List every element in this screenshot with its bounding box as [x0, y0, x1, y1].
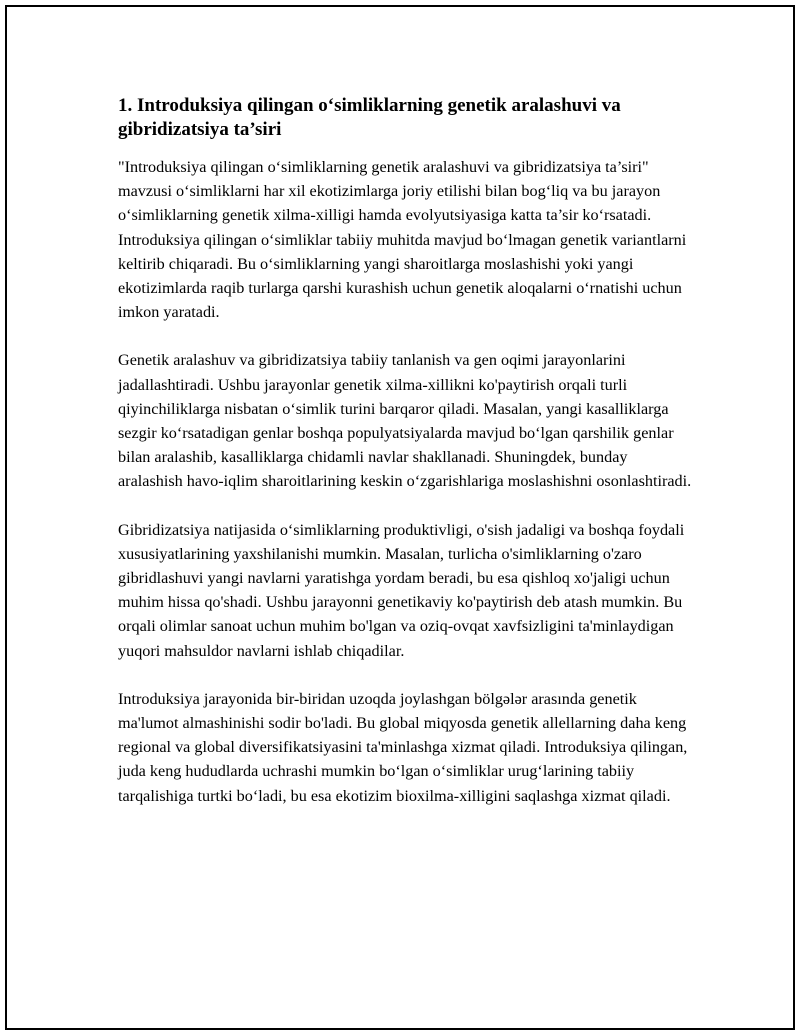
section-title: 1. Introduksiya qilingan o‘simliklarning genetik aralashuvi va gibridizatsiya ta’siri — [118, 95, 621, 140]
paragraph-2: Genetik aralashuv va gibridizatsiya tabiiy tanlanish va gen oqimi jarayonlarini jadallashtiradi. Ushbu jarayonlar genetik xilma-xillikni ko'paytirish orqali turli qiyinchiliklarga nisbatan o‘simlik turini barqaror qiladi. Masalan, yangi kasalliklarga sezgir ko‘rsatadigan genlar boshqa populyatsiyalarda mavjud bo‘lgan qarshilik genlar bilan aralashib, kasalliklarga chidamli navlar shakllanadi. Shuningdek, bunday aralashish havo-iqlim sharoitlarining keskin o‘zgarishlariga moslashishni osonlashtiradi. — [118, 351, 692, 491]
paragraph-4: Introduksiya jarayonida bir-biridan uzoqda joylashgan bölgələr arasında genetik ma'lumot almashinishi sodir bo'ladi. Bu global miqyosda genetik allellarning daha keng regional va global diversifikatsiyasini ta'minlashga xizmat qiladi. Introduksiya qilingan, juda keng hududlarda uchrashi mumkin bo‘lgan o‘simliklar urug‘larining tabiiy tarqalishiga turtki bo‘ladi, bu esa ekotizim bioxilma-xilligini saqlashga xizmat qiladi. — [118, 689, 688, 805]
document-body — [118, 94, 693, 808]
paragraph-1: "Introduksiya qilingan o‘simliklarning genetik aralashuvi va gibridizatsiya ta’siri" mavzusi o‘simliklarni har xil ekotizimlarga joriy etilishi bilan bog‘liq va bu jarayon o‘simliklarning genetik xilma-xilligi hamda evolyutsiyasiga katta ta’sir ko‘rsatadi. Introduksiya qilingan o‘simliklar tabiiy muhitda mavjud bo‘lmagan genetik variantlarni keltirib chiqaradi. Bu o‘simliklarning yangi sharoitlarga moslashishi yoki yangi ekotizimlarda raqib turlarga qarshi kurashish uchun genetik aloqalarni o‘rnatishi uchun imkon yaratadi. — [118, 158, 687, 322]
paragraph-3: Gibridizatsiya natijasida o‘simliklarning produktivligi, o'sish jadaligi va boshqa foydali xususiyatlarining yaxshilanishi mumkin. Masalan, turlicha o'simliklarning o'zaro gibridlashuvi yangi navlarni yaratishga yordam beradi, bu esa qishloq xo'jaligi uchun muhim hissa qo'shadi. Ushbu jarayonni genetikaviy ko'paytirish deb atash mumkin. Bu orqali olimlar sanoat uchun muhim bo'lgan va oziq-ovqat xavfsizligini ta'minlaydigan yuqori mahsuldor navlarni ishlab chiqadilar. — [118, 520, 685, 660]
